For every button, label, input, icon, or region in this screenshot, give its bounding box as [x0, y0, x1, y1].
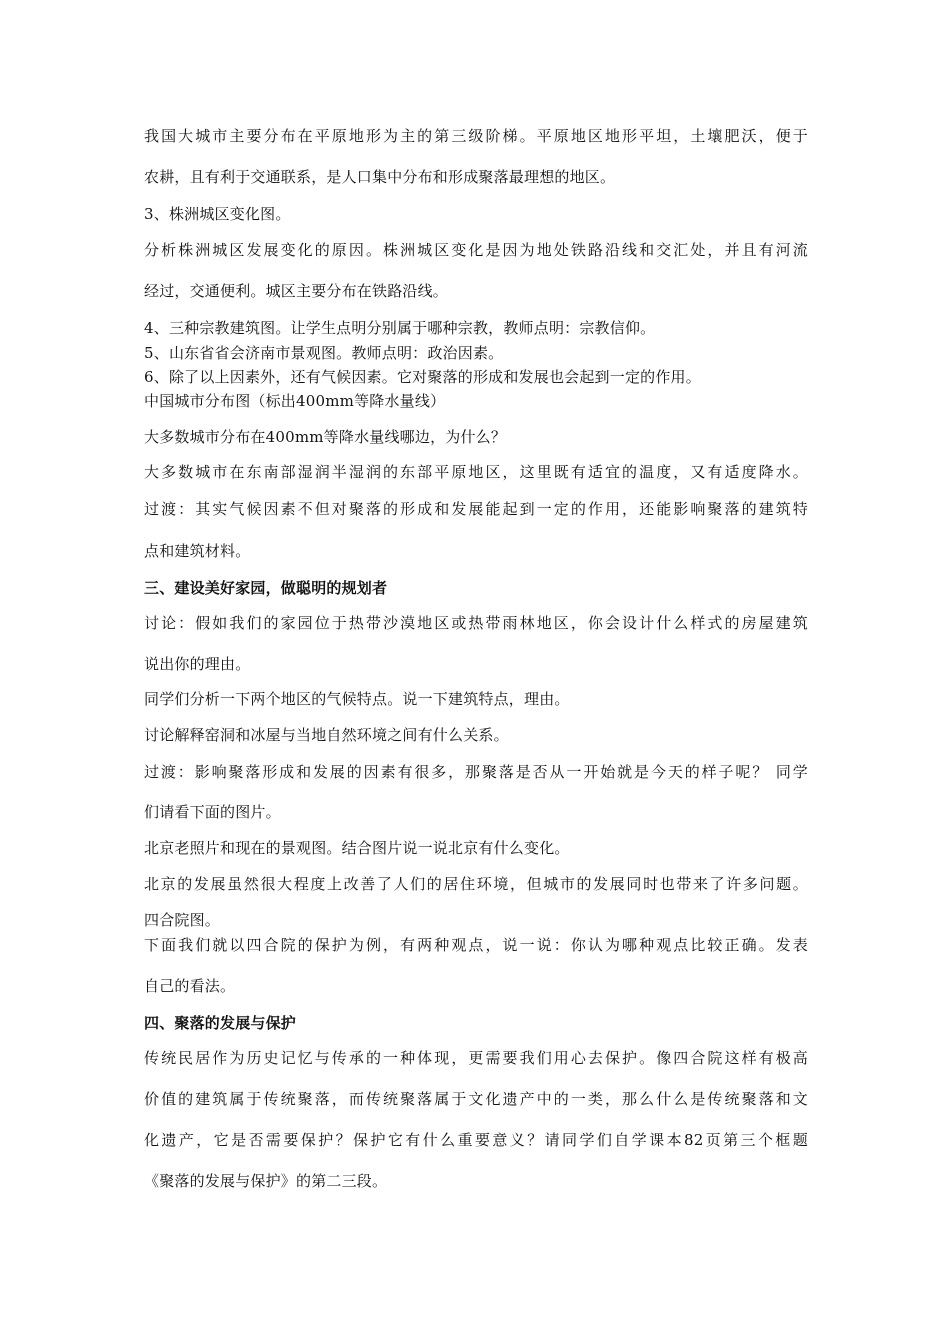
paragraph-line: 点和建筑材料。: [144, 542, 251, 560]
paragraph-line: 5、山东省省会济南市景观图。教师点明：政治因素。: [144, 344, 504, 362]
paragraph-line: 讨论：假如我们的家园位于热带沙漠地区或热带雨林地区，你会设计什么样式的房屋建筑: [144, 614, 808, 632]
paragraph-line: 过渡：其实气候因素不但对聚落的形成和发展能起到一定的作用，还能影响聚落的建筑特: [144, 500, 808, 518]
paragraph-line: 经过，交通便利。城区主要分布在铁路沿线。: [144, 282, 449, 300]
paragraph-line: 我国大城市主要分布在平原地形为主的第三级阶梯。平原地区地形平坦，土壤肥沃，便于: [144, 127, 808, 145]
paragraph-line: 说出你的理由。: [144, 655, 251, 673]
paragraph-line: 价值的建筑属于传统聚落，而传统聚落属于文化遗产中的一类，那么什么是传统聚落和文: [144, 1090, 808, 1108]
paragraph-line: 传统民居作为历史记忆与传承的一种体现，更需要我们用心去保护。像四合院这样有极高: [144, 1049, 808, 1067]
section-heading: 三、建设美好家园，做聪明的规划者: [144, 579, 388, 597]
paragraph-line: 同学们分析一下两个地区的气候特点。说一下建筑特点，理由。: [144, 690, 570, 708]
paragraph-line: 3、株洲城区变化图。: [144, 205, 291, 223]
paragraph-line: 四合院图。: [144, 911, 221, 929]
paragraph-line: 北京的发展虽然很大程度上改善了人们的居住环境，但城市的发展同时也带来了许多问题。: [144, 875, 808, 893]
paragraph-line: 农耕，且有利于交通联系，是人口集中分布和形成聚落最理想的地区。: [144, 168, 616, 186]
paragraph-line: 讨论解释窑洞和冰屋与当地自然环境之间有什么关系。: [144, 726, 509, 744]
paragraph-line: 化遗产，它是否需要保护？保护它有什么重要意义？请同学们自学课本82页第三个框题: [144, 1131, 808, 1149]
paragraph-line: 《聚落的发展与保护》的第二三段。: [144, 1172, 388, 1190]
paragraph-line: 6、除了以上因素外，还有气候因素。它对聚落的形成和发展也会起到一定的作用。: [144, 368, 701, 386]
paragraph-line: 过渡：影响聚落形成和发展的因素有很多，那聚落是否从一开始就是今天的样子呢？ 同学: [144, 763, 808, 781]
paragraph-line: 分析株洲城区发展变化的原因。株洲城区变化是因为地处铁路沿线和交汇处，并且有河流: [144, 241, 808, 259]
paragraph-line: 自己的看法。: [144, 977, 236, 995]
paragraph-line: 北京老照片和现在的景观图。结合图片说一说北京有什么变化。: [144, 839, 570, 857]
paragraph-line: 中国城市分布图（标出400mm等降水量线）: [144, 392, 446, 410]
paragraph-line: 4、三种宗教建筑图。让学生点明分别属于哪种宗教，教师点明：宗教信仰。: [144, 319, 656, 337]
section-heading: 四、聚落的发展与保护: [144, 1014, 297, 1032]
paragraph-line: 们请看下面的图片。: [144, 803, 281, 821]
paragraph-line: 大多数城市在东南部湿润半湿润的东部平原地区，这里既有适宜的温度，又有适度降水。: [144, 463, 808, 481]
paragraph-line: 大多数城市分布在400mm等降水量线哪边，为什么？: [144, 428, 507, 446]
paragraph-line: 下面我们就以四合院的保护为例，有两种观点，说一说：你认为哪种观点比较正确。发表: [144, 936, 808, 954]
